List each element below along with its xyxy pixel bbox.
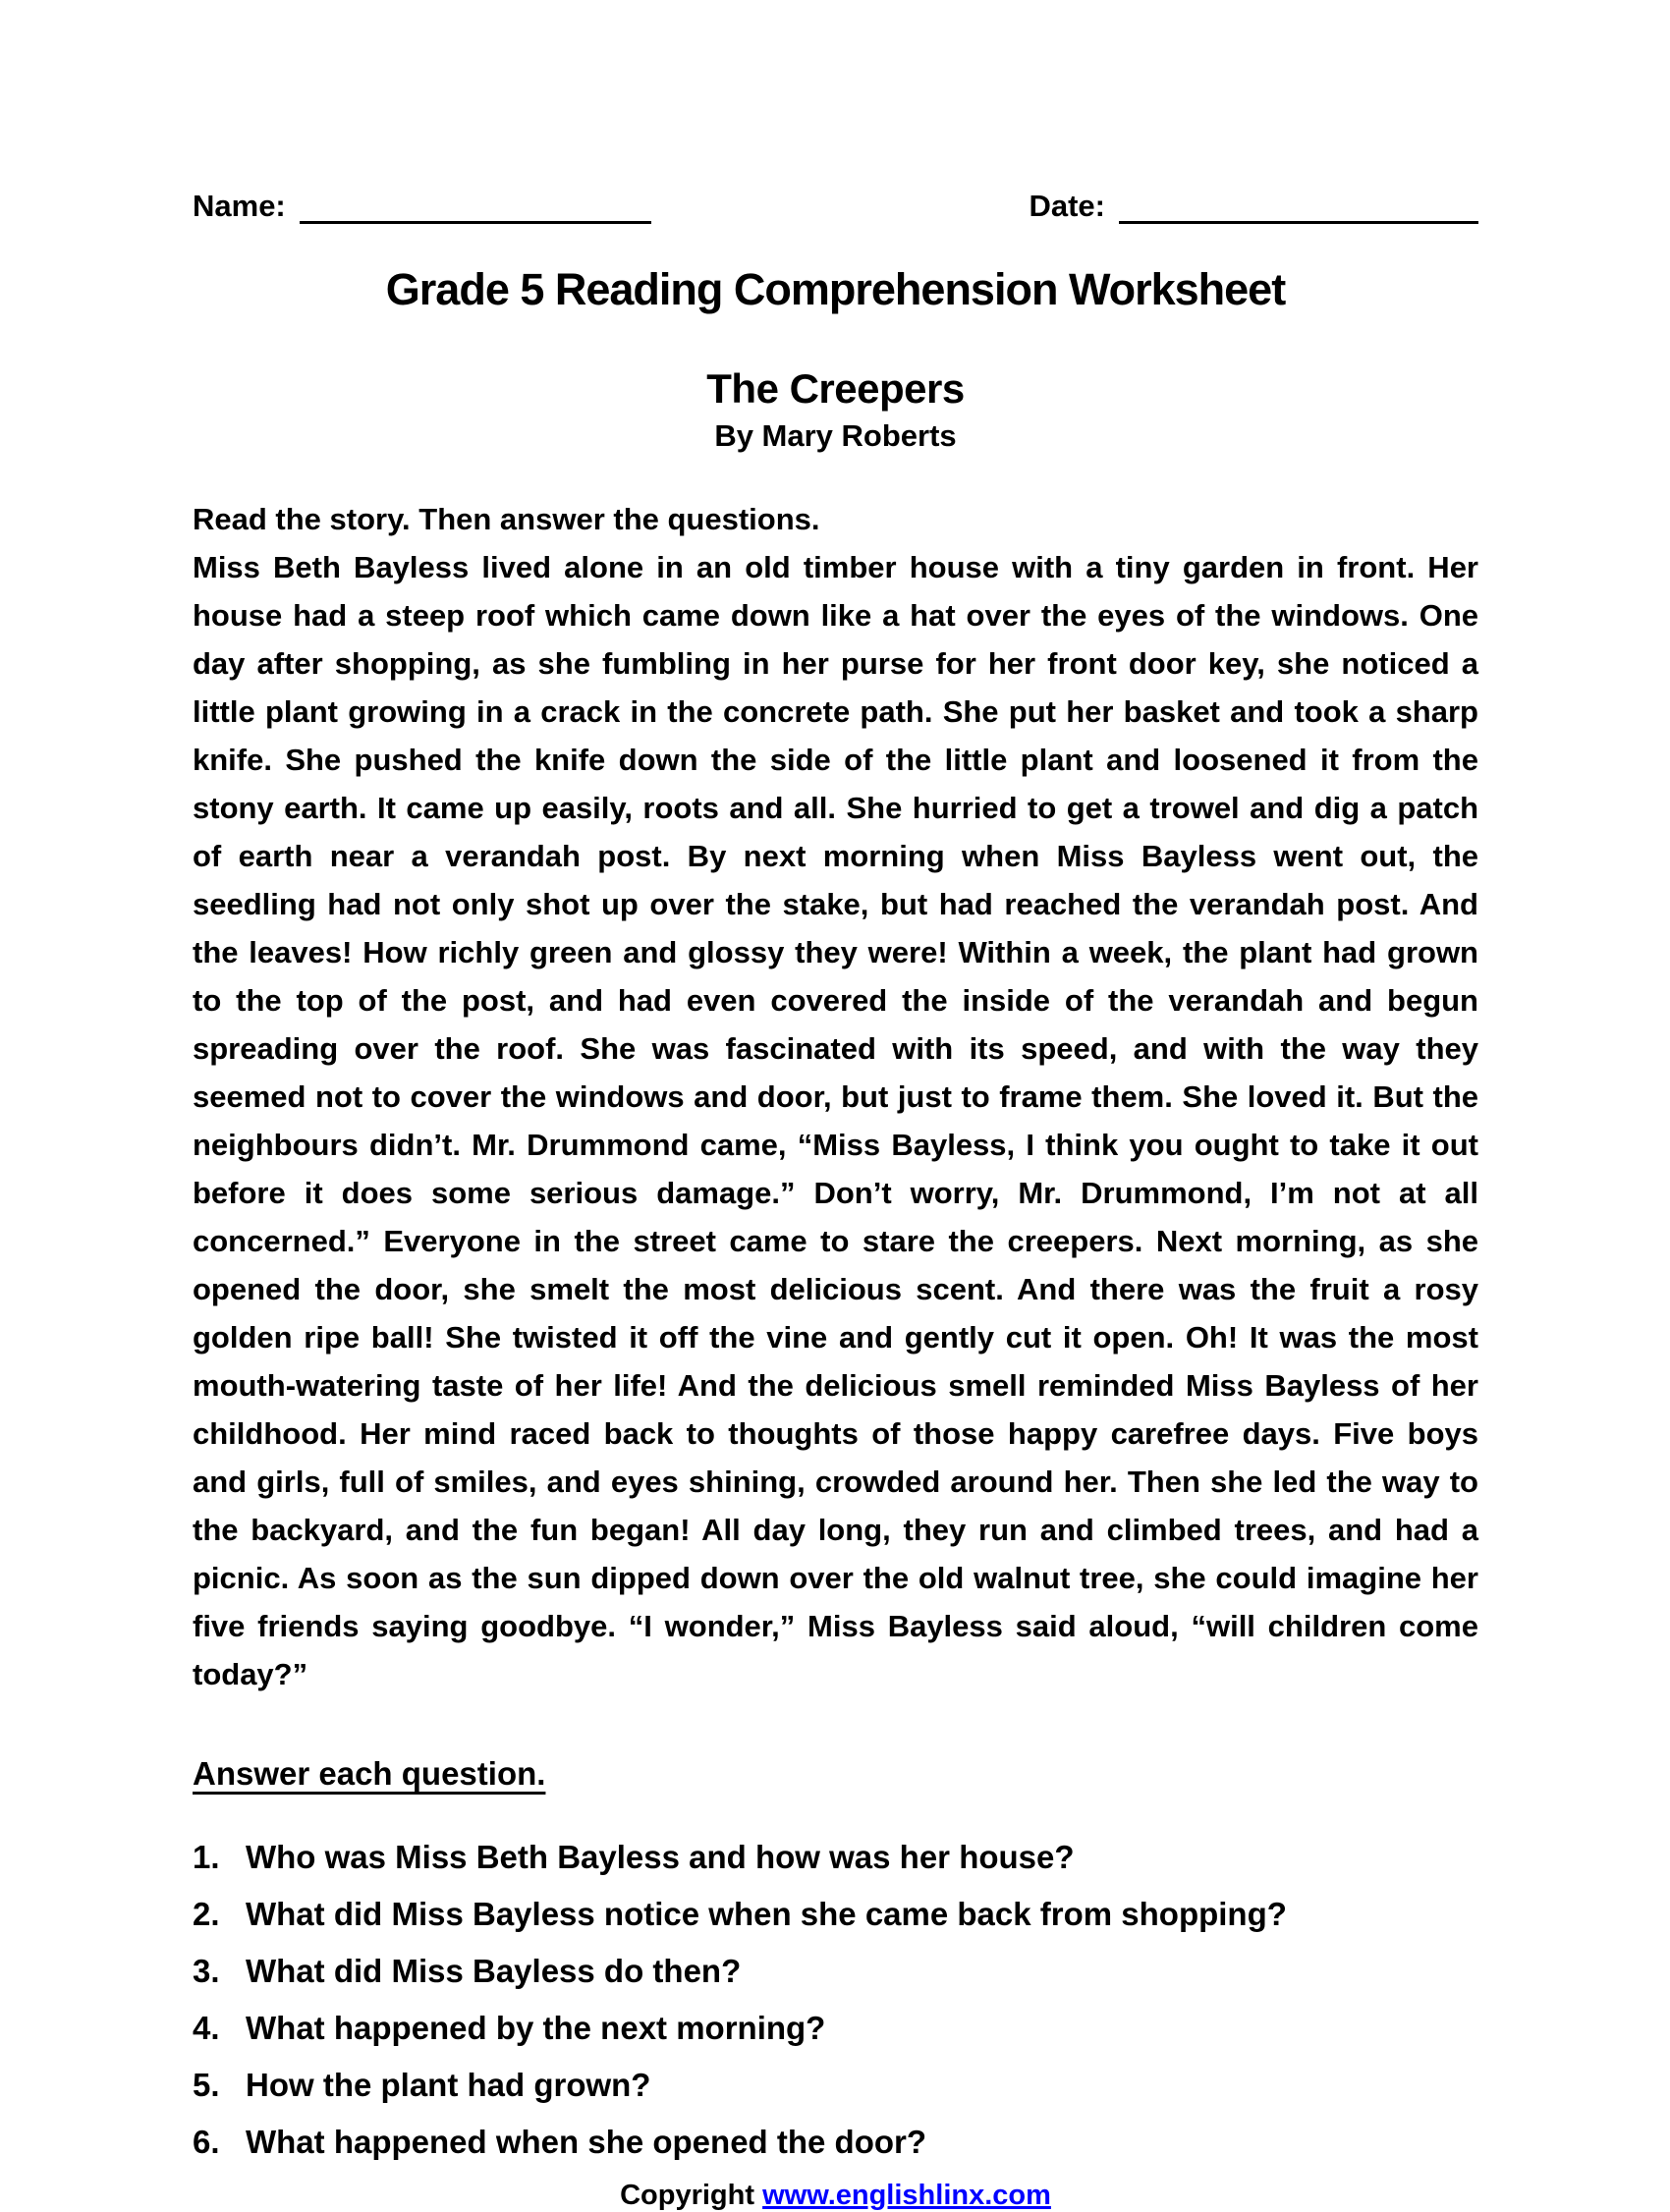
- question-item: [193, 1952, 1478, 1991]
- question-number: 1.: [193, 1839, 220, 1875]
- question-number: 2.: [193, 1896, 220, 1932]
- question-text: What happened by the next morning?: [246, 2010, 826, 2046]
- story-body: Miss Beth Bayless lived alone in an old timber house with a tiny garden in front. Her house had a steep roof which came down like a hat over the eyes of the windows. One day after shopping, as she fumbling in her purse for her front door key, she noticed a little plant growing in a crack in the concrete path. She put her basket and took a sharp knife. She pushed the knife down the side of the little plant and loosened it from the stony earth. It came up easily, roots and all. She hurried to get a trowel and dig a patch of earth near a verandah post. By next morning when Miss Bayless went out, the seedling had not only shot up over the stake, but had reached the verandah post. And the leaves! How richly green and glossy they were! Within a week, the plant had grown to the top of the post, and had even covered the inside of the verandah and begun spreading over the roof. She was fascinated with its speed, and with the way they seemed not to cover the windows and door, but just to frame them. She loved it. But the neighbours didn’t. Mr. Drummond came, “Miss Bayless, I think you ought to take it out before it does some serious damage.” Don’t worry, Mr. Drummond, I’m not at all concerned.” Everyone in the street came to stare the creepers. Next morning, as she opened the door, she smelt the most delicious scent. And there was the fruit a rosy golden ripe ball! She twisted it off the vine and gently cut it open. Oh! It was the most mouth-watering taste of her life! And the delicious smell reminded Miss Bayless of her childhood. Her mind raced back to thoughts of those happy carefree days. Five boys and girls, full of smiles, and eyes shining, crowded around her. Then she led the way to the backyard, and the fun began! All day long, they run and climbed trees, and had a picnic. As soon as the sun dipped down over the old walnut tree, she could imagine her five friends saying goodbye. “I wonder,” Miss Bayless said aloud, “will children come today?”: [193, 550, 1478, 1691]
- story-author: By Mary Roberts: [714, 418, 957, 453]
- question-list: [193, 1838, 1478, 2162]
- question-item: [193, 1838, 1478, 1877]
- name-field-group: [193, 189, 651, 224]
- story-title: The Creepers: [706, 365, 965, 412]
- copyright-label: Copyright: [620, 2180, 755, 2211]
- copyright-footer: [193, 2180, 1478, 2212]
- question-text: How the plant had grown?: [246, 2067, 651, 2103]
- answer-section-heading: Answer each question.: [193, 1755, 546, 1792]
- question-number: 4.: [193, 2010, 220, 2046]
- date-blank-line[interactable]: [1119, 189, 1478, 224]
- question-text: What happened when she opened the door?: [246, 2124, 927, 2160]
- question-number: 3.: [193, 1953, 220, 1989]
- name-label: Name:: [193, 189, 286, 223]
- question-item: [193, 2123, 1478, 2162]
- question-item: [193, 2009, 1478, 2048]
- question-item: [193, 1895, 1478, 1934]
- question-item: [193, 2066, 1478, 2105]
- copyright-link[interactable]: www.englishlinx.com: [762, 2180, 1051, 2211]
- question-text: What did Miss Bayless notice when she came back from shopping?: [246, 1896, 1287, 1932]
- date-field-group: [1029, 189, 1478, 224]
- name-blank-line[interactable]: [300, 189, 651, 224]
- header-row: [193, 189, 1478, 224]
- worksheet-title: Grade 5 Reading Comprehension Worksheet: [385, 264, 1286, 314]
- question-text: What did Miss Bayless do then?: [246, 1953, 742, 1989]
- question-text: Who was Miss Beth Bayless and how was her house?: [246, 1839, 1075, 1875]
- question-number: 5.: [193, 2067, 220, 2103]
- date-label: Date:: [1029, 189, 1105, 223]
- question-number: 6.: [193, 2124, 220, 2160]
- story-instructions: Read the story. Then answer the questions.: [193, 502, 820, 536]
